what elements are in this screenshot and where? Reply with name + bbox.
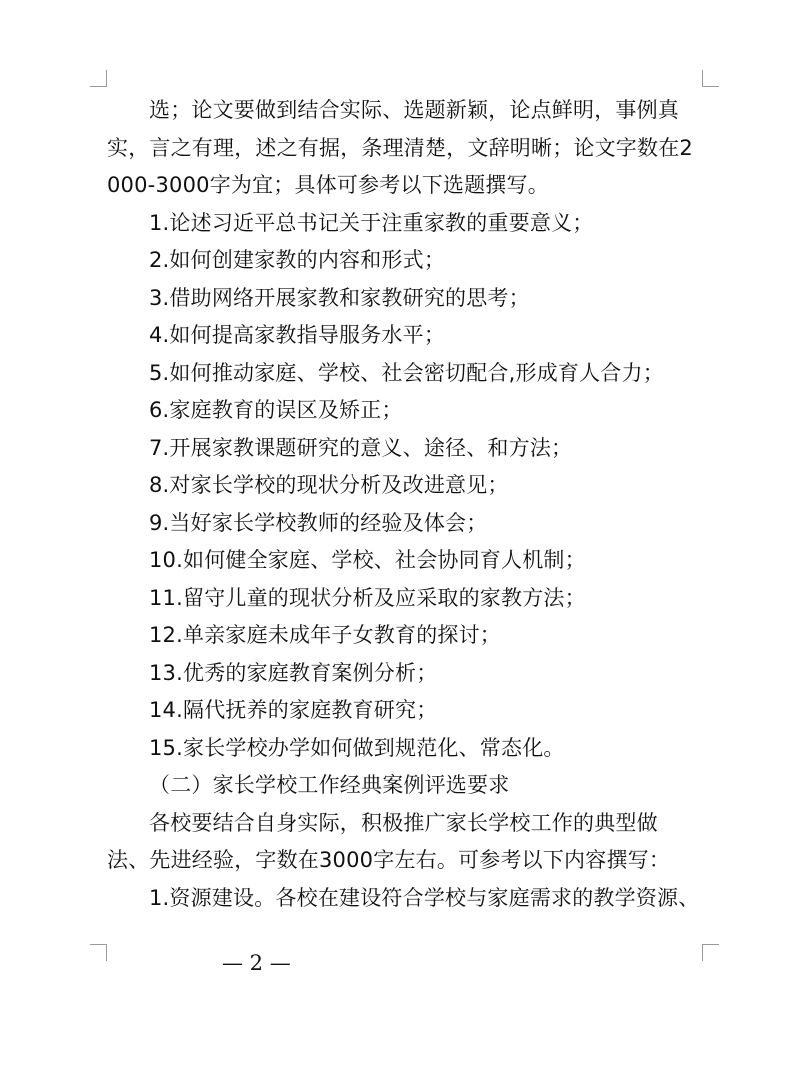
text-line: 1.论述习近平总书记关于注重家教的重要意义； bbox=[149, 210, 594, 235]
text-line: 14.隔代抚养的家庭教育研究； bbox=[149, 698, 438, 722]
text-line: 5.如何推动家庭、学校、社会密切配合,形成育人合力； bbox=[149, 360, 664, 385]
document-body bbox=[107, 92, 707, 917]
text-line: 4.如何提高家教指导服务水平； bbox=[149, 323, 446, 347]
text-line: 选；论文要做到结合实际、选题新颖，论点鲜明，事例真 bbox=[149, 98, 679, 122]
text-line: 法、先进经验，字数在3000字左右。可参考以下内容撰写： bbox=[107, 848, 671, 872]
text-line: 6.家庭教育的误区及矫正； bbox=[149, 398, 403, 422]
text-line: 12.单亲家庭未成年子女教育的探讨； bbox=[149, 623, 501, 647]
text-line: 9.当好家长学校教师的经验及体会； bbox=[149, 510, 488, 535]
text-line: 1.资源建设。各校在建设符合学校与家庭需求的教学资源、 bbox=[149, 885, 700, 910]
text-line: 各校要结合自身实际，积极推广家长学校工作的典型做 bbox=[149, 810, 658, 835]
page-number: — 2 — bbox=[222, 951, 291, 975]
text-line: 实，言之有理，述之有据，条理清楚，文辞明晰；论文字数在2 bbox=[107, 135, 693, 160]
text-line: 10.如何健全家庭、学校、社会协同育人机制； bbox=[149, 548, 586, 572]
text-line: （二）家长学校工作经典案例评选要求 bbox=[149, 773, 510, 797]
text-line: 8.对家长学校的现状分析及改进意见； bbox=[149, 473, 509, 497]
text-line: 15.家长学校办学如何做到规范化、常态化。 bbox=[149, 735, 565, 760]
crop-mark-top-left bbox=[90, 70, 107, 87]
crop-mark-bottom-right bbox=[702, 944, 719, 961]
text-line: 7.开展家教课题研究的意义、途径、和方法； bbox=[149, 435, 573, 460]
text-line: 000-3000字为宜；具体可参考以下选题撰写。 bbox=[107, 173, 549, 197]
text-line: 11.留守儿童的现状分析及应采取的家教方法； bbox=[149, 585, 586, 610]
text-line: 13.优秀的家庭教育案例分析； bbox=[149, 660, 438, 685]
crop-mark-top-right bbox=[702, 70, 719, 87]
text-line: 3.借助网络开展家教和家教研究的思考； bbox=[149, 285, 530, 310]
crop-mark-bottom-left bbox=[90, 944, 107, 961]
text-line: 2.如何创建家教的内容和形式； bbox=[149, 248, 446, 272]
